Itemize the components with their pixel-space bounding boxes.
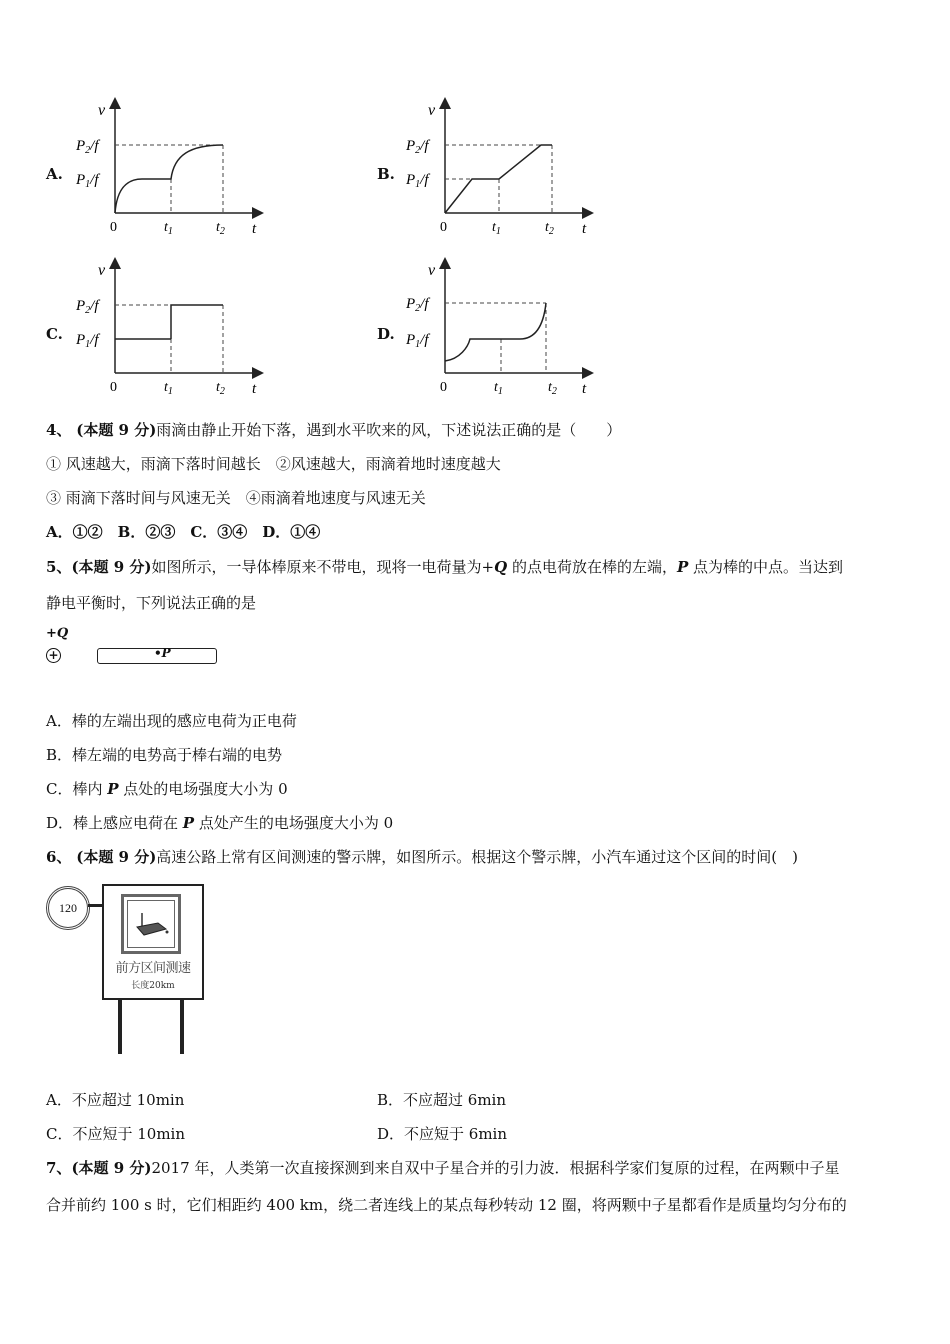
q6-option-a[interactable]: A．不应超过 10min (46, 1091, 185, 1109)
p2-label: $P_2/f$ (406, 138, 429, 156)
q5-option-b[interactable]: B．棒左端的电势高于棒右端的电势 (46, 746, 283, 764)
sign-sub-text: 长度20km (131, 981, 175, 991)
graph-b (400, 95, 600, 245)
q7-number: 7、 (46, 1159, 72, 1177)
t1-label: $t_1$ (164, 380, 173, 397)
camera-frame (121, 894, 181, 954)
t2-label: $t_2$ (216, 220, 225, 237)
t2-label: $t_2$ (548, 380, 557, 397)
q5-option-a[interactable]: A．棒的左端出现的感应电荷为正电荷 (46, 712, 297, 730)
q6-number: 6、 (46, 848, 72, 866)
origin-label: 0 (110, 220, 117, 235)
q5-text-b: 的点电荷放在棒的左端， (507, 558, 677, 576)
option-d-label: D. (377, 325, 395, 343)
p1-label: $P_1/f$ (406, 332, 429, 350)
q5-option-d[interactable] (46, 813, 393, 833)
y-label: v (428, 262, 436, 279)
rod-midpoint-label: •P (154, 646, 171, 660)
q5-option-d-a: D．棒上感应电荷在 (46, 814, 183, 832)
graph-c-svg (70, 255, 270, 405)
q6-score: (本题 9 分) (76, 848, 157, 866)
sign-post-left (118, 998, 122, 1054)
x-label: t (582, 381, 587, 397)
velocity-segment-2 (171, 305, 223, 339)
option-a-label: A. (46, 165, 63, 183)
q7-text-1: 2017 年，人类第一次直接探测到来自双中子星合并的引力波．根据科学家们复原的过程，在两颗中子星 (151, 1159, 840, 1177)
q5-option-c-b: 点处的电场强度大小为 0 (118, 780, 288, 798)
speed-limit-sign (46, 886, 90, 930)
sign-board (102, 884, 204, 1000)
y-label: v (428, 102, 436, 119)
q4-number: 4、 (46, 421, 72, 439)
graph-b-svg (400, 95, 600, 245)
velocity-curve (445, 303, 546, 361)
t1-label: $t_1$ (164, 220, 173, 237)
q7-score: (本题 9 分) (71, 1159, 152, 1177)
q6-option-d[interactable]: D．不应短于 6min (377, 1125, 508, 1143)
speed-limit-value: 120 (59, 901, 77, 915)
graph-c (70, 255, 270, 405)
origin-label: 0 (440, 220, 447, 235)
t1-label: $t_1$ (494, 380, 503, 397)
x-label: t (252, 381, 257, 397)
graph-a-svg (70, 95, 270, 245)
q5-text-c: 点为棒的中点。当达到 (688, 558, 844, 576)
q6-sign-figure (44, 884, 214, 1059)
y-label: v (98, 102, 106, 119)
sign-main-text: 前方区间测速 (115, 961, 191, 976)
q5-stem (46, 557, 843, 577)
origin-label: 0 (110, 380, 117, 395)
q5-stem-2: 静电平衡时，下列说法正确的是 (46, 594, 257, 612)
q5-figure (44, 626, 234, 671)
q5-option-d-p: P (182, 814, 195, 832)
sign-post-right (180, 998, 184, 1054)
option-c-label: C. (46, 325, 63, 343)
charge-label: +Q (46, 626, 69, 641)
q6-option-c[interactable]: C．不应短于 10min (46, 1125, 186, 1143)
graph-a (70, 95, 270, 245)
x-label: t (582, 221, 587, 237)
q6-stem (46, 847, 798, 867)
p2-label: $P_2/f$ (76, 298, 99, 316)
q7-stem (46, 1158, 839, 1178)
q5-option-d-b: 点处产生的电场强度大小为 0 (194, 814, 394, 832)
t1-label: $t_1$ (492, 220, 501, 237)
option-b-label: B. (377, 165, 395, 183)
q5-text-a: 如图所示，一导体棒原来不带电，现将一电荷量为+ (151, 558, 495, 576)
q4-stem (46, 420, 621, 440)
q4-statement-1: ① 风速越大，雨滴下落时间越长 ②风速越大，雨滴着地时速度越大 (46, 455, 501, 473)
q5-option-c-p: P (107, 780, 119, 798)
sign-connector (88, 904, 102, 907)
p1-label: $P_1/f$ (76, 332, 99, 350)
q5-q-symbol: Q (494, 558, 508, 576)
camera-inner (127, 900, 175, 948)
velocity-curve (115, 145, 223, 213)
q4-statement-2: ③ 雨滴下落时间与风速无关 ④雨滴着地速度与风速无关 (46, 489, 426, 507)
charge-icon (46, 648, 61, 663)
p2-label: $P_2/f$ (406, 296, 429, 314)
q5-p-symbol: P (676, 558, 689, 576)
q5-option-c[interactable] (46, 779, 288, 799)
camera-icon (128, 901, 174, 947)
y-label: v (98, 262, 106, 279)
origin-label: 0 (440, 380, 447, 395)
q7-text-2: 合并前约 100 s 时，它们相距约 400 km，绕二者连线上的某点每秒转动 12 圈，将两颗中子星都看作是质量均匀分布的 (46, 1196, 847, 1214)
q5-option-c-a: C．棒内 (46, 780, 108, 798)
x-label: t (252, 221, 257, 237)
t2-label: $t_2$ (216, 380, 225, 397)
p2-label: $P_2/f$ (76, 138, 99, 156)
charge-plus: + (48, 648, 59, 662)
conductor-rod (97, 648, 217, 664)
q6-option-b[interactable]: B．不应超过 6min (377, 1091, 507, 1109)
q5-number: 5、 (46, 558, 72, 576)
graph-d (400, 255, 600, 405)
q6-text: 高速公路上常有区间测速的警示牌，如图所示。根据这个警示牌，小汽车通过这个区间的时间( ) (156, 848, 799, 866)
t2-label: $t_2$ (545, 220, 554, 237)
p1-label: $P_1/f$ (406, 172, 429, 190)
graph-d-svg (400, 255, 600, 405)
q4-score: (本题 9 分) (76, 421, 157, 439)
p1-label: $P_1/f$ (76, 172, 99, 190)
q4-choices: A．①② B．②③ C．③④ D．①④ (46, 523, 321, 541)
q4-text: 雨滴由静止开始下落，遇到水平吹来的风，下述说法正确的是（ ） (156, 421, 622, 439)
q5-score: (本题 9 分) (71, 558, 152, 576)
